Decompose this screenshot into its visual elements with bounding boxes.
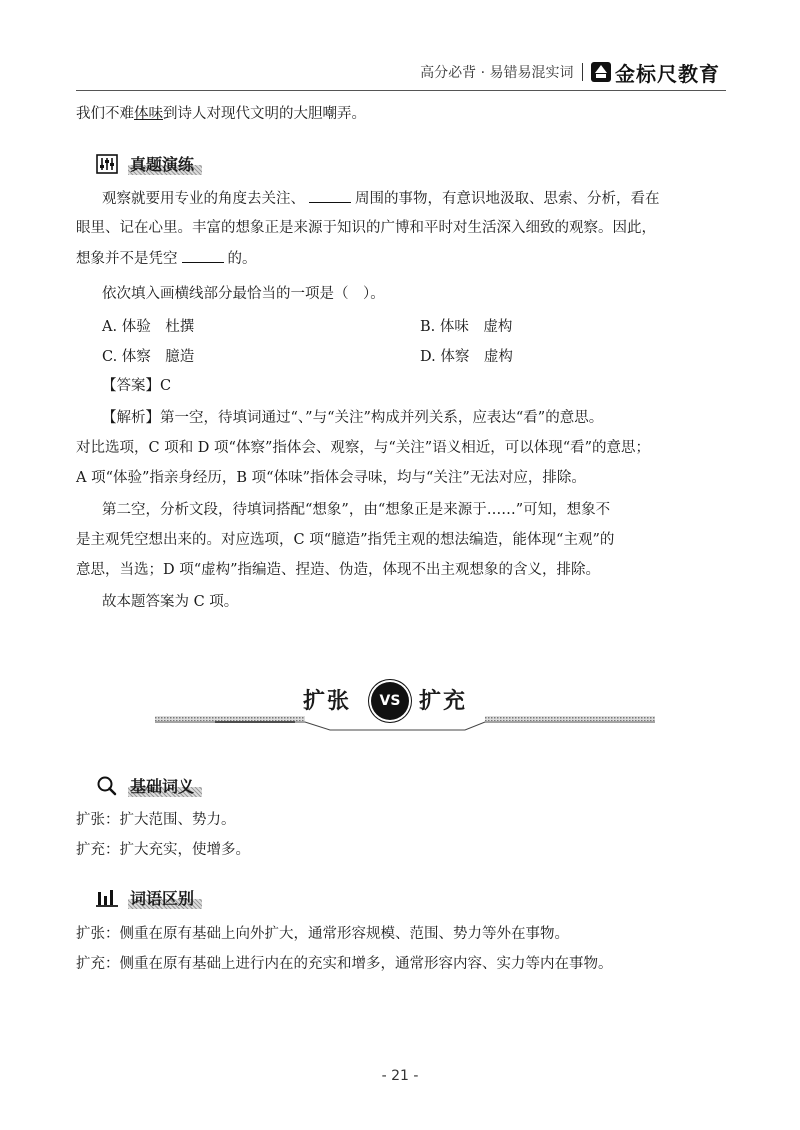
blank-2 [182,248,224,263]
brand-logo [591,58,720,87]
blank-1 [309,188,351,203]
intro-suffix: 到诗人对现代文明的大胆嘲弄。 [163,106,366,122]
option-b: B. 体味 虚构 [420,319,513,335]
question-line-2: 眼里、记在心里。丰富的想象正是来源于知识的广博和平时对生活深入细致的观察。因此， [76,220,656,236]
analysis-line: 【解析】第一空，待填词通过“、”与“关注”构成并列关系，应表达“看”的意思。 [102,410,604,426]
analysis-line: A 项“体验”指亲身经历，B 项“体味”指体会寻味，均与“关注”无法对应，排除。 [76,470,586,486]
question-line-3: 想象并不是凭空 的。 [76,248,726,269]
search-icon [96,775,118,797]
difference-line: 扩充：侧重在原有基础上进行内在的充实和增多，通常形容内容、实力等内在事物。 [76,956,613,972]
definition-line: 扩充：扩大充实，使增多。 [76,842,250,858]
analysis-line: 意思，当选；D 项“虚构”指编造、捏造、伪造，体现不出主观想象的含义，排除。 [76,562,601,578]
header-divider [582,63,584,81]
bar-chart-icon [96,888,118,908]
difference-header [96,886,196,909]
vs-badge: VS [371,682,409,720]
question-prompt: 依次填入画横线部分最恰当的一项是（ ）。 [102,286,385,302]
analysis-conclusion: 故本题答案为 C 项。 [102,594,239,610]
page-number: - 21 - [381,1068,419,1084]
brand-name: 金标尺教育 [615,61,720,86]
option-c: C. 体察 臆造 [102,349,195,365]
intro-line [76,104,726,124]
answer: 【答案】C [102,378,172,394]
word-left: 扩张 [303,689,352,714]
practice-section-header [96,152,196,175]
difference-line: 扩张：侧重在原有基础上向外扩大，通常形容规模、范围、势力等外在事物。 [76,926,569,942]
option-a: A. 体验 杜撰 [102,319,195,335]
basic-meaning-header [96,774,196,797]
page-header [420,58,720,86]
analysis-line: 第二空，分析文段，待填词搭配“想象”，由“想象正是来源于……”可知，想象不 [102,502,611,518]
analysis-line: 对比选项，C 项和 D 项“体察”指体会、观察，与“关注”语义相近，可以体现“看”的意思； [76,440,651,456]
option-d: D. 体察 虚构 [420,349,513,365]
comparison-banner [155,684,655,744]
sliders-icon [96,154,118,174]
header-rule [76,90,726,91]
definition-line: 扩张：扩大范围、势力。 [76,812,236,828]
difference-title: 词语区别 [128,886,196,909]
brand-icon [591,62,611,82]
intro-prefix: 我们不难 [76,106,134,122]
question-line-1: 观察就要用专业的角度去关注、 周围的事物，有意识地汲取、思索、分析，看在 [102,188,752,209]
intro-underlined-word: 体味 [134,106,163,122]
basic-meaning-title: 基础词义 [128,774,196,797]
word-right: 扩充 [419,689,468,714]
analysis-line: 是主观凭空想出来的。对应选项，C 项“臆造”指凭主观的想法编造，能体现“主观”的 [76,532,615,548]
practice-title: 真题演练 [128,152,196,175]
header-subtitle: 高分必背 · 易错易混实词 [420,65,574,81]
